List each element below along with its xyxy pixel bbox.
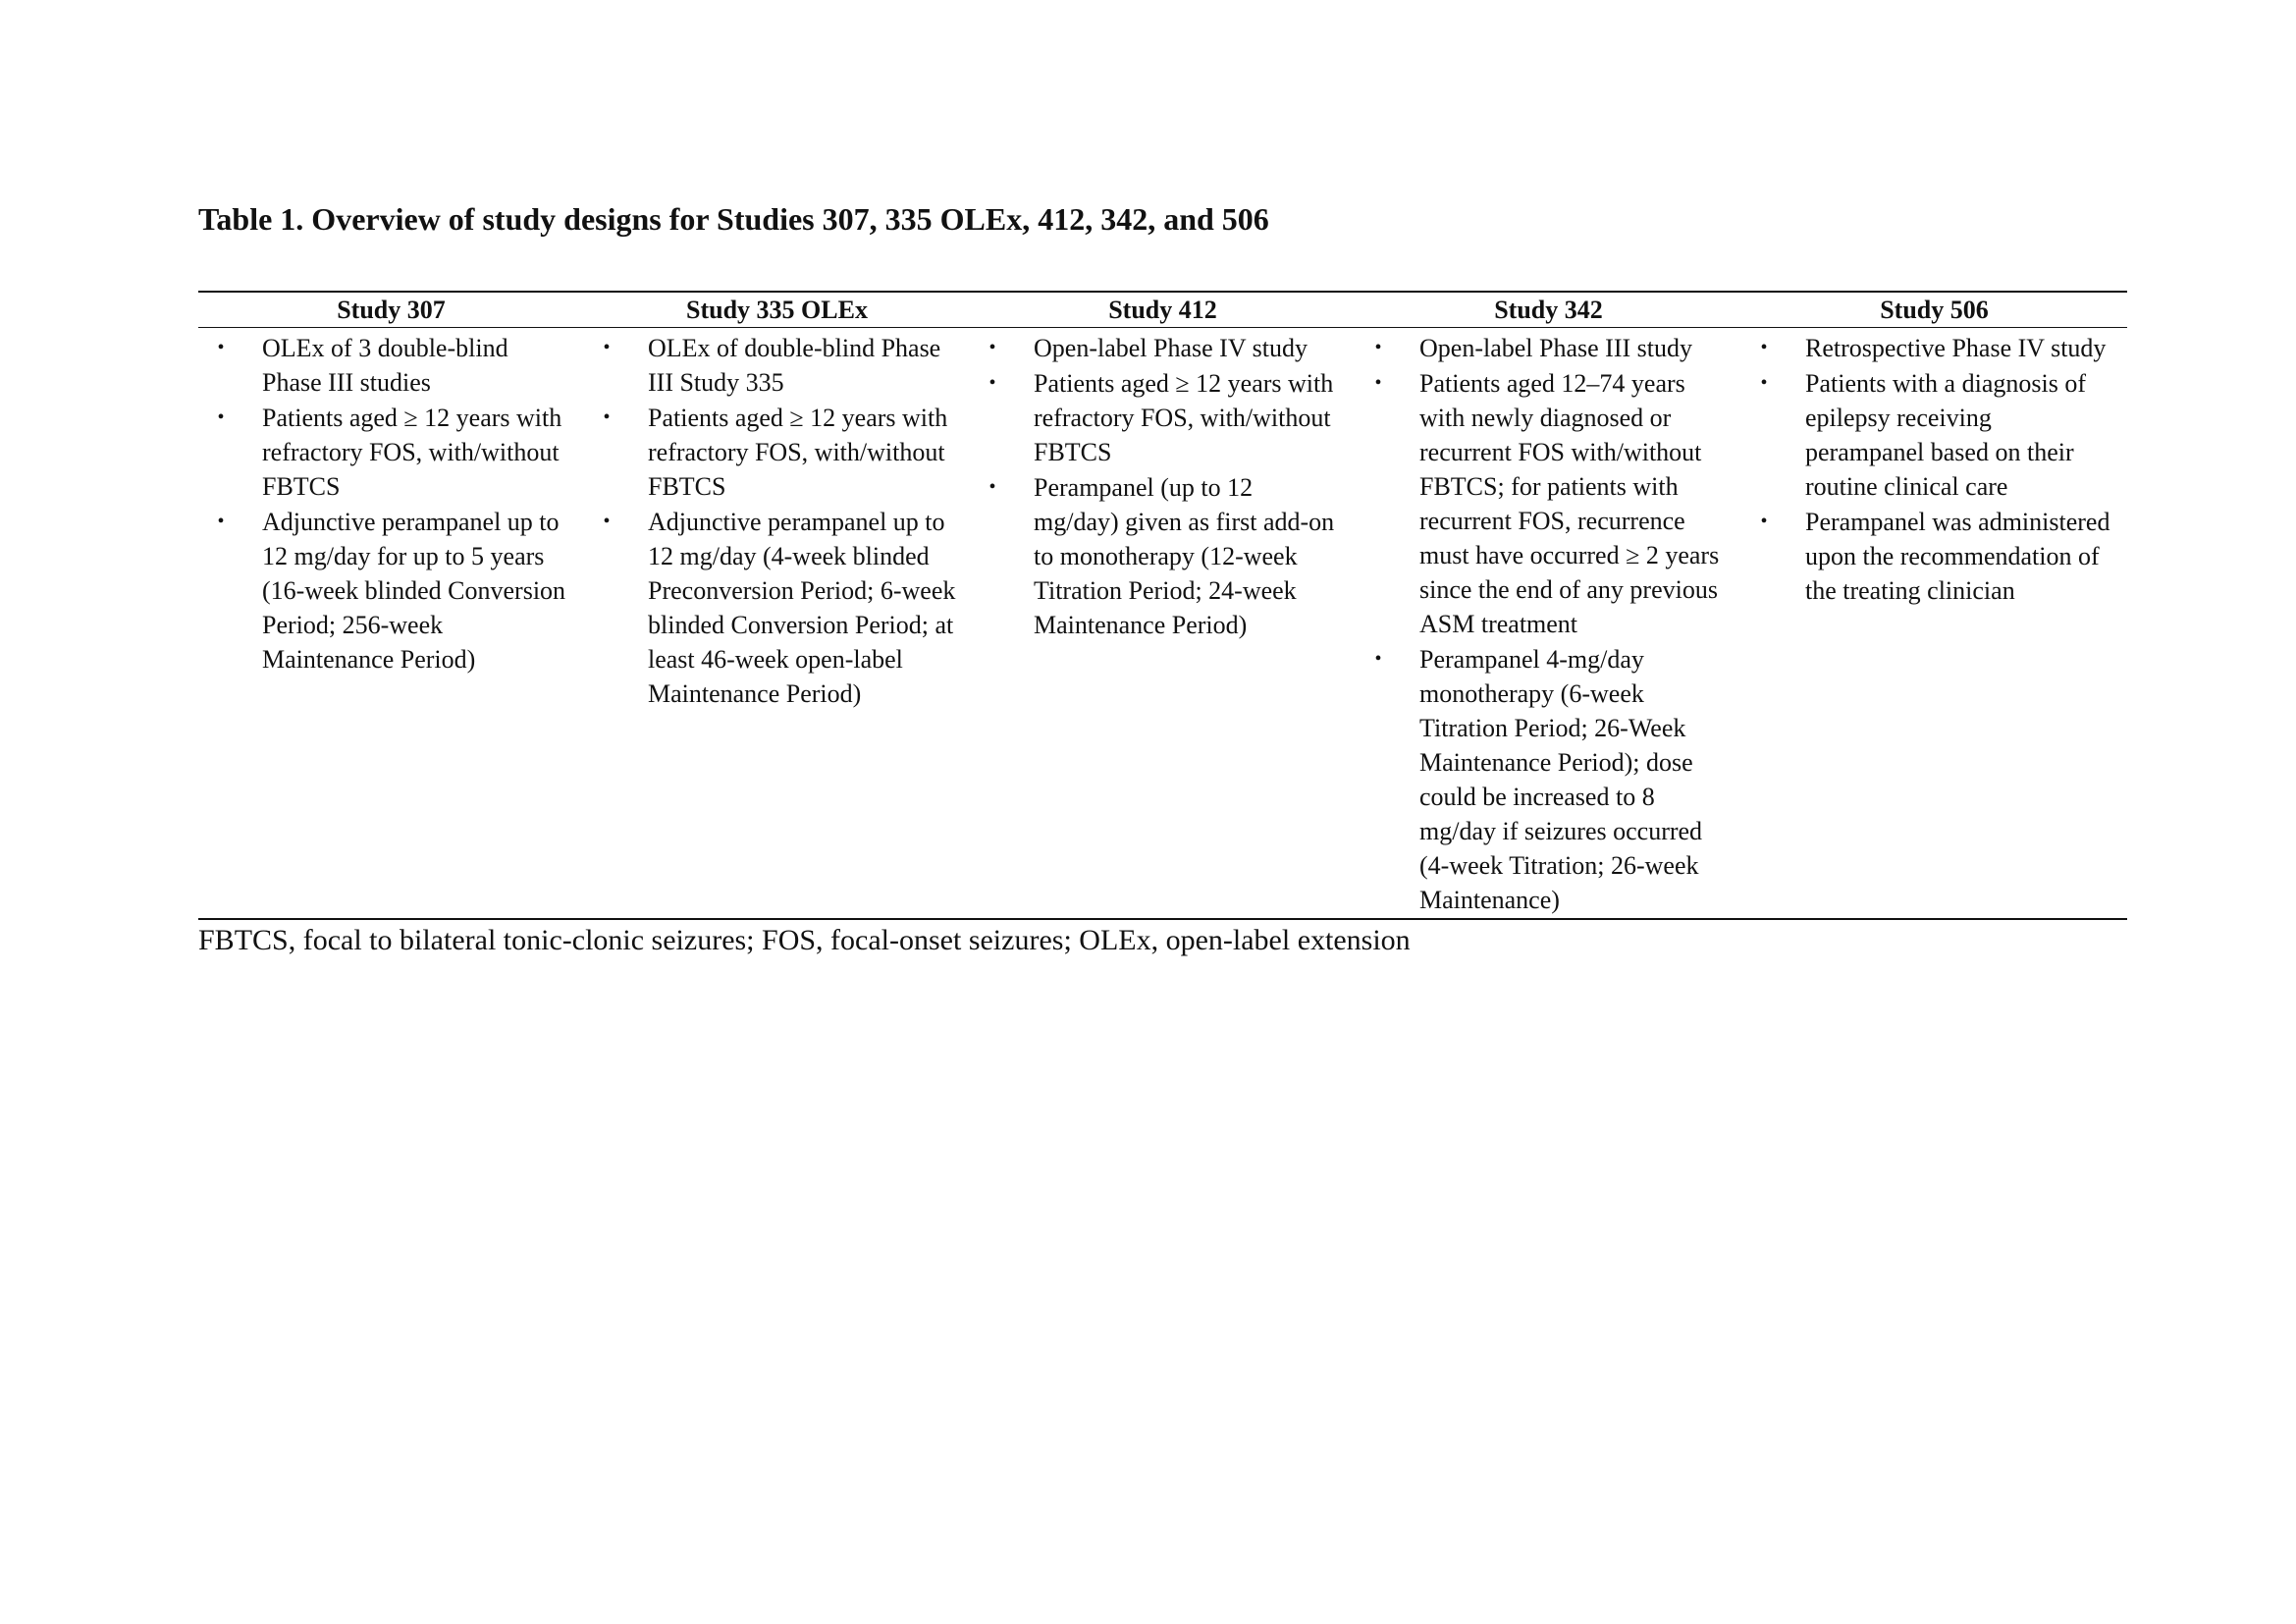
- list-item-text: Retrospective Phase IV study: [1805, 334, 2107, 362]
- list-item: [970, 366, 1356, 469]
- list-item: [584, 331, 970, 400]
- header-study-307: Study 307: [198, 292, 584, 328]
- list-item-text: Patients aged 12–74 years with newly diagnosed or recurrent FOS with/without FBTCS; for patients with recurrent FOS, recurrence must have occurred ≥ 2 years since the end of any previous ASM treatment: [1419, 369, 1720, 638]
- list-item: [970, 331, 1356, 365]
- bullet-icon: •: [603, 511, 611, 532]
- bullet-list: [198, 331, 584, 677]
- header-study-412: Study 412: [970, 292, 1356, 328]
- bullet-icon: •: [1374, 372, 1382, 394]
- list-item-text: Patients with a diagnosis of epilepsy receiving perampanel based on their routine clinical care: [1805, 369, 2086, 501]
- list-item-text: Patients aged ≥ 12 years with refractory FOS, with/without FBTCS: [1034, 369, 1334, 466]
- list-item: [1356, 331, 1741, 365]
- list-item: [198, 505, 584, 677]
- list-item-text: OLEx of double-blind Phase III Study 335: [648, 334, 941, 397]
- bullet-icon: •: [217, 337, 225, 358]
- header-study-342: Study 342: [1356, 292, 1741, 328]
- bullet-list: [1741, 331, 2127, 608]
- list-item: [1356, 366, 1741, 641]
- list-item-text: Patients aged ≥ 12 years with refractory FOS, with/without FBTCS: [648, 404, 948, 501]
- cell-study-342: [1356, 328, 1741, 920]
- list-item-text: Adjunctive perampanel up to 12 mg/day (4-week blinded Preconversion Period; 6-week blinded Conversion Period; at least 46-week open-label Maintenance Period): [648, 508, 956, 708]
- bullet-icon: •: [1760, 511, 1768, 532]
- table-title: Table 1. Overview of study designs for Studies 307, 335 OLEx, 412, 342, and 506: [198, 201, 1269, 237]
- cell-study-307: [198, 328, 584, 920]
- bullet-icon: •: [988, 476, 996, 498]
- list-item-text: Perampanel was administered upon the recommendation of the treating clinician: [1805, 508, 2110, 605]
- list-item: [198, 331, 584, 400]
- list-item-text: Perampanel (up to 12 mg/day) given as first add-on to monotherapy (12-week Titration Period; 24-week Maintenance Period): [1034, 473, 1335, 639]
- bullet-icon: •: [1760, 372, 1768, 394]
- study-design-table: [198, 291, 2127, 920]
- list-item: [1741, 505, 2127, 608]
- list-item-text: Adjunctive perampanel up to 12 mg/day for up to 5 years (16-week blinded Conversion Period; 256-week Maintenance Period): [262, 508, 566, 674]
- body-row: [198, 328, 2127, 920]
- bullet-icon: •: [988, 372, 996, 394]
- list-item-text: Perampanel 4-mg/day monotherapy (6-week Titration Period; 26-Week Maintenance Period); dose could be increased to 8 mg/day if seizures occurred (4-week Titration; 26-week Maintenance): [1419, 645, 1703, 914]
- bullet-icon: •: [1760, 337, 1768, 358]
- bullet-icon: •: [217, 406, 225, 428]
- list-item: [1741, 331, 2127, 365]
- cell-study-335-olex: [584, 328, 970, 920]
- table-footnote: FBTCS, focal to bilateral tonic-clonic seizures; FOS, focal-onset seizures; OLEx, open-label extension: [198, 924, 1411, 956]
- header-row: [198, 292, 2127, 328]
- list-item: [1356, 642, 1741, 917]
- list-item-text: OLEx of 3 double-blind Phase III studies: [262, 334, 508, 397]
- cell-study-506: [1741, 328, 2127, 920]
- header-study-506: Study 506: [1741, 292, 2127, 328]
- bullet-icon: •: [988, 337, 996, 358]
- bullet-icon: •: [603, 337, 611, 358]
- header-study-335-olex: Study 335 OLEx: [584, 292, 970, 328]
- list-item-text: Patients aged ≥ 12 years with refractory FOS, with/without FBTCS: [262, 404, 562, 501]
- bullet-icon: •: [217, 511, 225, 532]
- list-item: [584, 505, 970, 711]
- list-item-text: Open-label Phase III study: [1419, 334, 1692, 362]
- bullet-icon: •: [1374, 648, 1382, 670]
- cell-study-412: [970, 328, 1356, 920]
- list-item: [198, 401, 584, 504]
- bullet-icon: •: [1374, 337, 1382, 358]
- bullet-list: [1356, 331, 1741, 917]
- list-item: [584, 401, 970, 504]
- bullet-list: [584, 331, 970, 711]
- bullet-list: [970, 331, 1356, 642]
- bullet-icon: •: [603, 406, 611, 428]
- list-item-text: Open-label Phase IV study: [1034, 334, 1308, 362]
- list-item: [1741, 366, 2127, 504]
- list-item: [970, 470, 1356, 642]
